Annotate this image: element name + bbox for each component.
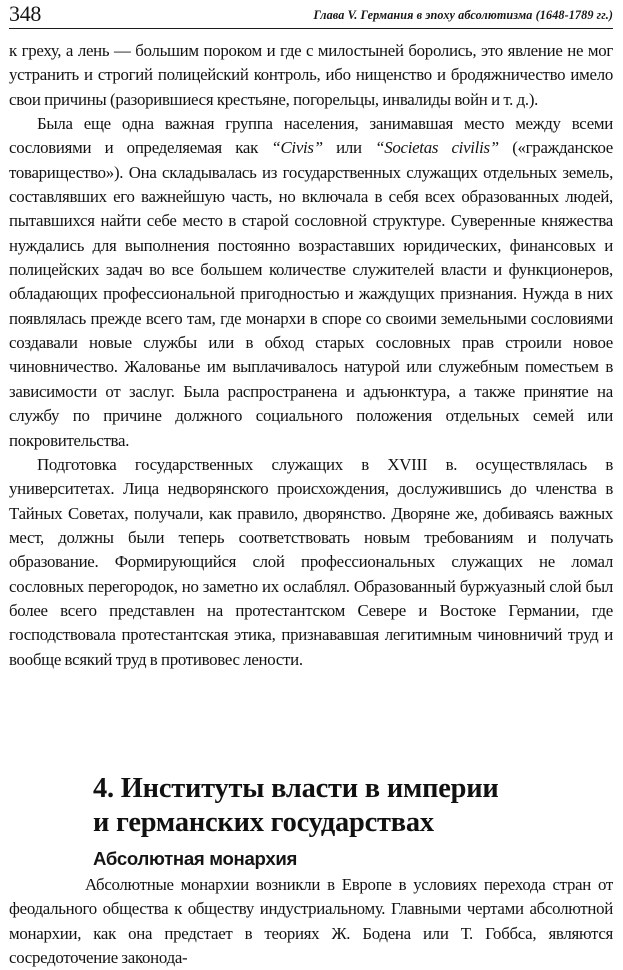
- paragraph-civil-servants: Подготовка государственных служащих в XVIII в. осуществлялась в университетах. Лица недворянского происхождения, дослужившись до членства в Тайных Советах, получали, как правило, дворянство. Дворяне же, добиваясь важных мест, должны были теперь соответствовать новым требованиям и получать образование. Формирующийся слой профессиональных служащих не ломал сословных перегородок, но заметно их ослаблял. Образованный буржуазный слой был более всего представлен на протестантском Севере и Востоке Германии, где господствовала протестантская этика, признававшая легитимным чиновничий труд и вообще всякий труд в противовес лености.: [9, 454, 613, 669]
- paragraph-continued: к греху, а лень — большим пороком и где с милостыней боролись, это явление не мог устранить и строгий полицейский контроль, ибо нищенство и бродяжничество имело свои причины (разорившиеся крестьяне, погорельцы, инвалиды войн и т. д.).: [9, 41, 613, 109]
- section-body-text: [9, 873, 613, 970]
- paragraph-civis-text-2: или: [322, 138, 376, 158]
- term-societas-civilis: “Societas civilis”: [375, 138, 499, 158]
- section-heading-line-2: и германских государствах: [93, 806, 434, 838]
- paragraph-civis: [9, 112, 613, 453]
- term-civis: “Civis”: [271, 138, 323, 158]
- section-heading-line-1: 4. Институты власти в империи: [93, 773, 499, 804]
- section-heading: [93, 772, 573, 839]
- paragraph-civis-text-3: («гражданское товарищество»). Она складывалась из государственных служащих отдельных земель, составлявших его важнейшую часть, но включала в себя всех образованных людей, пытавшихся найти себе место в старой сословной структуре. Суверенные княжества нуждались для выполнения постоянно возраставших юридических, финансовых и полицейских задач во все большем количестве служителей власти и функционеров, обладающих профессиональной пригодностью и жаждущих признания. Нужда в них появлялась прежде всего там, где монархи в споре со своими земельными сословиями создавали новые службы или в обход старых сословных прав строили новое чиновничество. Жалованье им выплачивалось натурой или служебным поместьем в зависимости от заслуг. Была распространена и адъюнктура, а также принятие на службу по причине должного социального положения отдельных семей или покровительства.: [9, 138, 613, 450]
- body-text: [9, 39, 613, 672]
- page-number: 348: [9, 1, 42, 26]
- subsection-heading: Абсолютная монархия: [93, 848, 298, 869]
- paragraph-civis-text-1: Была еще одна важная группа населения, занимавшая место между всеми сословиями и определяемая как: [9, 114, 613, 158]
- running-header: [9, 2, 613, 29]
- paragraph-absolute-monarchy: Абсолютные монархии возникли в Европе в условиях перехода стран от феодального общества к обществу индустриальному. Главными чертами абсолютной монархии, как она предстает в теориях Ж. Бодена или Т. Гоббса, являются сосредоточение законода-: [9, 875, 613, 968]
- chapter-title: Глава V. Германия в эпоху абсолютизма (1648-1789 гг.): [313, 8, 613, 22]
